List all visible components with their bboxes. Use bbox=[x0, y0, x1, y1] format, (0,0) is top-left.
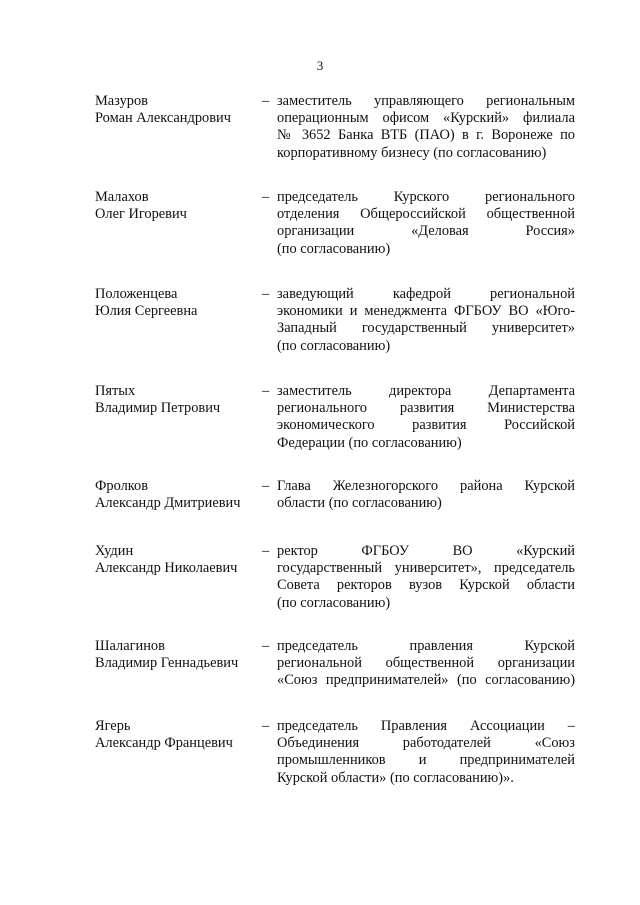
role-line: (по согласованию) bbox=[277, 240, 391, 257]
role-line: заместитель директора Департамента bbox=[277, 383, 575, 399]
page-number: 3 bbox=[316, 58, 324, 73]
member-surname: Положенцева bbox=[95, 286, 178, 302]
member-surname: Мазуров bbox=[95, 93, 148, 109]
dash-separator: – bbox=[262, 383, 270, 399]
role-line: ректор ФГБОУ ВО «Курский bbox=[277, 543, 575, 559]
member-name bbox=[95, 478, 260, 512]
role-line: (по согласованию) bbox=[277, 594, 391, 611]
member-surname: Малахов bbox=[95, 189, 149, 205]
role-line: «Союз предпринимателей» (по согласованию) bbox=[277, 672, 575, 689]
member-role bbox=[277, 189, 575, 258]
member-surname: Шалагинов bbox=[95, 638, 165, 654]
role-line: области (по согласованию) bbox=[277, 495, 442, 512]
role-line: операционным офисом «Курский» филиала bbox=[277, 110, 575, 127]
role-line: Курской области» (по согласованию)». bbox=[277, 769, 514, 786]
member-role bbox=[277, 383, 575, 452]
member-role bbox=[277, 286, 575, 355]
member-name bbox=[95, 718, 260, 752]
dash-separator: – bbox=[262, 718, 270, 734]
role-line: экономического развития Российской bbox=[277, 417, 575, 434]
role-line: Западный государственный университет» bbox=[277, 320, 575, 337]
member-role bbox=[277, 718, 575, 787]
role-line: корпоративному бизнесу (по согласованию) bbox=[277, 144, 547, 161]
member-given-names: Олег Игоревич bbox=[95, 206, 187, 223]
member-name bbox=[95, 543, 260, 577]
role-line: Глава Железногорского района Курской bbox=[277, 478, 575, 494]
member-name bbox=[95, 286, 260, 320]
member-name bbox=[95, 189, 260, 223]
role-line: председатель правления Курской bbox=[277, 638, 575, 654]
role-line: председатель Правления Ассоциации – bbox=[277, 718, 575, 734]
member-given-names: Владимир Геннадьевич bbox=[95, 655, 239, 672]
member-surname: Пятых bbox=[95, 383, 136, 399]
role-line: экономики и менеджмента ФГБОУ ВО «Юго- bbox=[277, 303, 575, 320]
dash-separator: – bbox=[262, 543, 270, 559]
role-line: организации «Деловая Россия» bbox=[277, 223, 575, 240]
member-surname: Фролков bbox=[95, 478, 149, 494]
member-surname: Худин bbox=[95, 543, 134, 559]
member-role bbox=[277, 543, 575, 612]
role-line: заместитель управляющего региональным bbox=[277, 93, 575, 109]
dash-separator: – bbox=[262, 189, 270, 205]
role-line: государственный университет», председатель bbox=[277, 560, 575, 577]
member-given-names: Александр Николаевич bbox=[95, 560, 238, 577]
member-given-names: Юлия Сергеевна bbox=[95, 303, 198, 320]
member-name bbox=[95, 93, 260, 127]
role-line: председатель Курского регионального bbox=[277, 189, 575, 205]
role-line: № 3652 Банка ВТБ (ПАО) в г. Воронеже по bbox=[277, 127, 575, 144]
role-line: Совета ректоров вузов Курской области bbox=[277, 577, 575, 594]
member-given-names: Владимир Петрович bbox=[95, 400, 221, 417]
dash-separator: – bbox=[262, 93, 270, 109]
role-line: региональной общественной организации bbox=[277, 655, 575, 672]
member-given-names: Роман Александрович bbox=[95, 110, 231, 127]
role-line: Объединения работодателей «Союз bbox=[277, 735, 575, 752]
member-role bbox=[277, 478, 575, 512]
dash-separator: – bbox=[262, 638, 270, 654]
member-surname: Ягерь bbox=[95, 718, 131, 734]
role-line: отделения Общероссийской общественной bbox=[277, 206, 575, 223]
role-line: заведующий кафедрой региональной bbox=[277, 286, 575, 302]
dash-separator: – bbox=[262, 478, 270, 494]
member-role bbox=[277, 638, 575, 690]
role-line: промышленников и предпринимателей bbox=[277, 752, 575, 769]
role-line: Федерации (по согласованию) bbox=[277, 434, 462, 451]
role-line: (по согласованию) bbox=[277, 337, 391, 354]
member-given-names: Александр Францевич bbox=[95, 735, 233, 752]
dash-separator: – bbox=[262, 286, 270, 302]
member-given-names: Александр Дмитриевич bbox=[95, 495, 241, 512]
role-line: регионального развития Министерства bbox=[277, 400, 575, 417]
member-role bbox=[277, 93, 575, 162]
member-name bbox=[95, 383, 260, 417]
member-name bbox=[95, 638, 260, 672]
